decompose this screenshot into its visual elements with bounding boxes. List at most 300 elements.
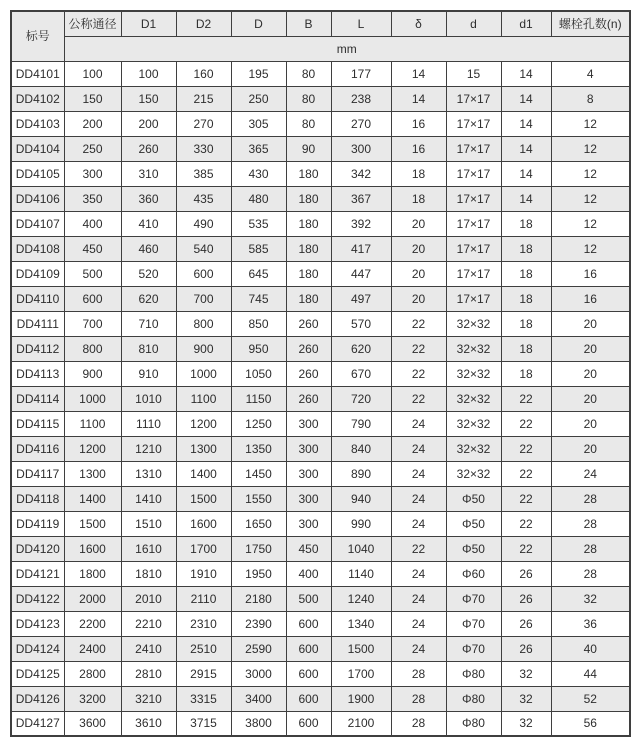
value-cell: 14 bbox=[391, 86, 446, 111]
value-cell: Φ80 bbox=[446, 661, 501, 686]
model-cell: DD4109 bbox=[11, 261, 64, 286]
value-cell: 1800 bbox=[64, 561, 121, 586]
value-cell: 32 bbox=[501, 661, 551, 686]
col-header-delta: δ bbox=[391, 11, 446, 36]
value-cell: 14 bbox=[501, 86, 551, 111]
value-cell: 100 bbox=[64, 61, 121, 86]
value-cell: 700 bbox=[64, 311, 121, 336]
value-cell: 2210 bbox=[121, 611, 176, 636]
value-cell: 180 bbox=[286, 186, 331, 211]
table-row bbox=[11, 436, 630, 461]
value-cell: 18 bbox=[501, 261, 551, 286]
value-cell: 1450 bbox=[231, 461, 286, 486]
value-cell: 177 bbox=[331, 61, 391, 86]
value-cell: 2800 bbox=[64, 661, 121, 686]
value-cell: 28 bbox=[551, 536, 630, 561]
value-cell: 1400 bbox=[64, 486, 121, 511]
model-cell: DD4113 bbox=[11, 361, 64, 386]
value-cell: 17×17 bbox=[446, 286, 501, 311]
value-cell: 1040 bbox=[331, 536, 391, 561]
value-cell: 32×32 bbox=[446, 461, 501, 486]
model-cell: DD4126 bbox=[11, 686, 64, 711]
value-cell: Φ70 bbox=[446, 611, 501, 636]
col-header-d-lower: d bbox=[446, 11, 501, 36]
model-cell: DD4127 bbox=[11, 711, 64, 736]
value-cell: 300 bbox=[331, 136, 391, 161]
value-cell: 520 bbox=[121, 261, 176, 286]
value-cell: 17×17 bbox=[446, 261, 501, 286]
value-cell: 20 bbox=[391, 211, 446, 236]
value-cell: 26 bbox=[501, 561, 551, 586]
dimension-spec-table bbox=[10, 10, 631, 737]
value-cell: 28 bbox=[391, 711, 446, 736]
value-cell: 745 bbox=[231, 286, 286, 311]
value-cell: 22 bbox=[501, 511, 551, 536]
value-cell: 16 bbox=[391, 111, 446, 136]
value-cell: 1750 bbox=[231, 536, 286, 561]
value-cell: 26 bbox=[501, 636, 551, 661]
value-cell: 18 bbox=[501, 236, 551, 261]
value-cell: 300 bbox=[64, 161, 121, 186]
table-row bbox=[11, 136, 630, 161]
value-cell: 1700 bbox=[176, 536, 231, 561]
value-cell: 1340 bbox=[331, 611, 391, 636]
table-row bbox=[11, 611, 630, 636]
value-cell: 720 bbox=[331, 386, 391, 411]
value-cell: 1140 bbox=[331, 561, 391, 586]
value-cell: 900 bbox=[176, 336, 231, 361]
value-cell: 20 bbox=[391, 286, 446, 311]
value-cell: 500 bbox=[64, 261, 121, 286]
value-cell: 3210 bbox=[121, 686, 176, 711]
value-cell: 585 bbox=[231, 236, 286, 261]
value-cell: 17×17 bbox=[446, 186, 501, 211]
value-cell: 490 bbox=[176, 211, 231, 236]
value-cell: 1240 bbox=[331, 586, 391, 611]
value-cell: 180 bbox=[286, 261, 331, 286]
value-cell: 260 bbox=[286, 361, 331, 386]
value-cell: 1810 bbox=[121, 561, 176, 586]
col-header-b: B bbox=[286, 11, 331, 36]
value-cell: 18 bbox=[501, 286, 551, 311]
value-cell: 260 bbox=[286, 386, 331, 411]
value-cell: 40 bbox=[551, 636, 630, 661]
value-cell: 22 bbox=[501, 436, 551, 461]
value-cell: 215 bbox=[176, 86, 231, 111]
value-cell: Φ50 bbox=[446, 536, 501, 561]
value-cell: 2180 bbox=[231, 586, 286, 611]
value-cell: 600 bbox=[286, 686, 331, 711]
value-cell: 24 bbox=[391, 636, 446, 661]
value-cell: 2510 bbox=[176, 636, 231, 661]
value-cell: 2110 bbox=[176, 586, 231, 611]
value-cell: 600 bbox=[286, 636, 331, 661]
value-cell: 600 bbox=[286, 661, 331, 686]
value-cell: 32 bbox=[501, 686, 551, 711]
value-cell: 3000 bbox=[231, 661, 286, 686]
value-cell: 18 bbox=[501, 311, 551, 336]
value-cell: 620 bbox=[331, 336, 391, 361]
col-header-label-number: 标号 bbox=[11, 11, 64, 61]
value-cell: 28 bbox=[551, 486, 630, 511]
value-cell: 14 bbox=[501, 186, 551, 211]
value-cell: 28 bbox=[551, 511, 630, 536]
value-cell: 12 bbox=[551, 186, 630, 211]
value-cell: 90 bbox=[286, 136, 331, 161]
value-cell: 20 bbox=[391, 236, 446, 261]
value-cell: 497 bbox=[331, 286, 391, 311]
value-cell: 1500 bbox=[64, 511, 121, 536]
value-cell: 3315 bbox=[176, 686, 231, 711]
model-cell: DD4121 bbox=[11, 561, 64, 586]
value-cell: 28 bbox=[391, 686, 446, 711]
value-cell: 840 bbox=[331, 436, 391, 461]
value-cell: 44 bbox=[551, 661, 630, 686]
value-cell: 1150 bbox=[231, 386, 286, 411]
value-cell: 2410 bbox=[121, 636, 176, 661]
value-cell: 100 bbox=[121, 61, 176, 86]
table-row bbox=[11, 386, 630, 411]
value-cell: 1250 bbox=[231, 411, 286, 436]
value-cell: 24 bbox=[391, 561, 446, 586]
value-cell: 24 bbox=[391, 436, 446, 461]
value-cell: 12 bbox=[551, 111, 630, 136]
value-cell: 4 bbox=[551, 61, 630, 86]
model-cell: DD4115 bbox=[11, 411, 64, 436]
value-cell: 1300 bbox=[176, 436, 231, 461]
value-cell: 1100 bbox=[64, 411, 121, 436]
value-cell: 200 bbox=[64, 111, 121, 136]
value-cell: 2100 bbox=[331, 711, 391, 736]
value-cell: 1910 bbox=[176, 561, 231, 586]
model-cell: DD4110 bbox=[11, 286, 64, 311]
value-cell: 24 bbox=[391, 611, 446, 636]
value-cell: 1650 bbox=[231, 511, 286, 536]
value-cell: 535 bbox=[231, 211, 286, 236]
value-cell: 18 bbox=[391, 161, 446, 186]
value-cell: 800 bbox=[176, 311, 231, 336]
value-cell: 12 bbox=[551, 211, 630, 236]
value-cell: 20 bbox=[551, 386, 630, 411]
value-cell: 3200 bbox=[64, 686, 121, 711]
value-cell: 350 bbox=[64, 186, 121, 211]
value-cell: 22 bbox=[391, 386, 446, 411]
value-cell: 24 bbox=[391, 586, 446, 611]
value-cell: 20 bbox=[391, 261, 446, 286]
value-cell: 260 bbox=[286, 336, 331, 361]
col-header-d-upper: D bbox=[231, 11, 286, 36]
value-cell: 1000 bbox=[176, 361, 231, 386]
table-header bbox=[11, 11, 630, 61]
value-cell: 17×17 bbox=[446, 161, 501, 186]
value-cell: 16 bbox=[551, 286, 630, 311]
value-cell: 28 bbox=[551, 561, 630, 586]
value-cell: 2000 bbox=[64, 586, 121, 611]
model-cell: DD4101 bbox=[11, 61, 64, 86]
value-cell: 1900 bbox=[331, 686, 391, 711]
value-cell: 670 bbox=[331, 361, 391, 386]
value-cell: 700 bbox=[176, 286, 231, 311]
value-cell: 417 bbox=[331, 236, 391, 261]
model-cell: DD4120 bbox=[11, 536, 64, 561]
value-cell: 26 bbox=[501, 586, 551, 611]
value-cell: 180 bbox=[286, 161, 331, 186]
value-cell: 28 bbox=[391, 661, 446, 686]
value-cell: 20 bbox=[551, 336, 630, 361]
header-row bbox=[11, 11, 630, 36]
value-cell: 20 bbox=[551, 436, 630, 461]
value-cell: 1200 bbox=[64, 436, 121, 461]
value-cell: 32 bbox=[551, 586, 630, 611]
value-cell: 1500 bbox=[176, 486, 231, 511]
table-row bbox=[11, 161, 630, 186]
value-cell: 80 bbox=[286, 111, 331, 136]
value-cell: 250 bbox=[231, 86, 286, 111]
col-header-d1-lower: d1 bbox=[501, 11, 551, 36]
value-cell: 260 bbox=[121, 136, 176, 161]
model-cell: DD4119 bbox=[11, 511, 64, 536]
value-cell: 400 bbox=[286, 561, 331, 586]
value-cell: 17×17 bbox=[446, 136, 501, 161]
table-row bbox=[11, 686, 630, 711]
value-cell: 435 bbox=[176, 186, 231, 211]
value-cell: 32×32 bbox=[446, 411, 501, 436]
value-cell: 480 bbox=[231, 186, 286, 211]
value-cell: 1700 bbox=[331, 661, 391, 686]
model-cell: DD4122 bbox=[11, 586, 64, 611]
value-cell: 1200 bbox=[176, 411, 231, 436]
value-cell: 12 bbox=[551, 161, 630, 186]
value-cell: 460 bbox=[121, 236, 176, 261]
value-cell: Φ50 bbox=[446, 511, 501, 536]
value-cell: 14 bbox=[501, 161, 551, 186]
value-cell: 14 bbox=[501, 136, 551, 161]
value-cell: 940 bbox=[331, 486, 391, 511]
value-cell: 710 bbox=[121, 311, 176, 336]
value-cell: 3800 bbox=[231, 711, 286, 736]
unit-row bbox=[11, 36, 630, 61]
value-cell: 2915 bbox=[176, 661, 231, 686]
value-cell: 2590 bbox=[231, 636, 286, 661]
table-row bbox=[11, 411, 630, 436]
value-cell: 32×32 bbox=[446, 311, 501, 336]
col-header-d2-upper: D2 bbox=[176, 11, 231, 36]
value-cell: 2390 bbox=[231, 611, 286, 636]
value-cell: 1600 bbox=[64, 536, 121, 561]
value-cell: 260 bbox=[286, 311, 331, 336]
value-cell: 310 bbox=[121, 161, 176, 186]
value-cell: 18 bbox=[501, 336, 551, 361]
table-row bbox=[11, 61, 630, 86]
value-cell: 950 bbox=[231, 336, 286, 361]
value-cell: Φ50 bbox=[446, 486, 501, 511]
value-cell: 32×32 bbox=[446, 336, 501, 361]
value-cell: 1100 bbox=[176, 386, 231, 411]
table-row bbox=[11, 711, 630, 736]
table-row bbox=[11, 536, 630, 561]
value-cell: 2810 bbox=[121, 661, 176, 686]
value-cell: 300 bbox=[286, 411, 331, 436]
unit-cell: mm bbox=[64, 36, 630, 61]
table-row bbox=[11, 336, 630, 361]
value-cell: 400 bbox=[64, 211, 121, 236]
value-cell: 56 bbox=[551, 711, 630, 736]
value-cell: 16 bbox=[551, 261, 630, 286]
model-cell: DD4107 bbox=[11, 211, 64, 236]
table-row bbox=[11, 486, 630, 511]
value-cell: 24 bbox=[551, 461, 630, 486]
value-cell: 22 bbox=[501, 411, 551, 436]
value-cell: 645 bbox=[231, 261, 286, 286]
table-row bbox=[11, 211, 630, 236]
value-cell: 270 bbox=[176, 111, 231, 136]
table-row bbox=[11, 461, 630, 486]
value-cell: 305 bbox=[231, 111, 286, 136]
value-cell: 300 bbox=[286, 511, 331, 536]
value-cell: 20 bbox=[551, 361, 630, 386]
value-cell: 1510 bbox=[121, 511, 176, 536]
value-cell: 270 bbox=[331, 111, 391, 136]
value-cell: 600 bbox=[64, 286, 121, 311]
value-cell: 18 bbox=[501, 211, 551, 236]
value-cell: 3715 bbox=[176, 711, 231, 736]
value-cell: 392 bbox=[331, 211, 391, 236]
value-cell: 250 bbox=[64, 136, 121, 161]
value-cell: 22 bbox=[391, 536, 446, 561]
value-cell: 24 bbox=[391, 461, 446, 486]
value-cell: 20 bbox=[551, 311, 630, 336]
value-cell: 32×32 bbox=[446, 436, 501, 461]
value-cell: 2310 bbox=[176, 611, 231, 636]
value-cell: 330 bbox=[176, 136, 231, 161]
table-row bbox=[11, 636, 630, 661]
value-cell: 1210 bbox=[121, 436, 176, 461]
value-cell: 22 bbox=[391, 361, 446, 386]
value-cell: 1550 bbox=[231, 486, 286, 511]
value-cell: 1010 bbox=[121, 386, 176, 411]
table-row bbox=[11, 236, 630, 261]
model-cell: DD4111 bbox=[11, 311, 64, 336]
value-cell: 450 bbox=[64, 236, 121, 261]
value-cell: 24 bbox=[391, 486, 446, 511]
value-cell: 430 bbox=[231, 161, 286, 186]
value-cell: 22 bbox=[501, 536, 551, 561]
value-cell: 22 bbox=[501, 386, 551, 411]
value-cell: 365 bbox=[231, 136, 286, 161]
model-cell: DD4124 bbox=[11, 636, 64, 661]
value-cell: 200 bbox=[121, 111, 176, 136]
table-row bbox=[11, 261, 630, 286]
value-cell: 1050 bbox=[231, 361, 286, 386]
value-cell: 447 bbox=[331, 261, 391, 286]
value-cell: 1410 bbox=[121, 486, 176, 511]
value-cell: 22 bbox=[391, 336, 446, 361]
value-cell: 12 bbox=[551, 236, 630, 261]
value-cell: 24 bbox=[391, 511, 446, 536]
value-cell: 17×17 bbox=[446, 236, 501, 261]
value-cell: 570 bbox=[331, 311, 391, 336]
value-cell: 80 bbox=[286, 61, 331, 86]
value-cell: 8 bbox=[551, 86, 630, 111]
value-cell: 17×17 bbox=[446, 86, 501, 111]
value-cell: 367 bbox=[331, 186, 391, 211]
value-cell: 1000 bbox=[64, 386, 121, 411]
value-cell: 600 bbox=[176, 261, 231, 286]
value-cell: 1350 bbox=[231, 436, 286, 461]
table-row bbox=[11, 511, 630, 536]
value-cell: 600 bbox=[286, 711, 331, 736]
value-cell: 15 bbox=[446, 61, 501, 86]
value-cell: 1950 bbox=[231, 561, 286, 586]
value-cell: 32 bbox=[501, 711, 551, 736]
table-row bbox=[11, 286, 630, 311]
col-header-d1-upper: D1 bbox=[121, 11, 176, 36]
value-cell: 2200 bbox=[64, 611, 121, 636]
value-cell: 910 bbox=[121, 361, 176, 386]
value-cell: 150 bbox=[64, 86, 121, 111]
value-cell: 26 bbox=[501, 611, 551, 636]
value-cell: 1500 bbox=[331, 636, 391, 661]
col-header-bolt-holes: 螺栓孔数(n) bbox=[551, 11, 630, 36]
value-cell: 14 bbox=[391, 61, 446, 86]
value-cell: 3600 bbox=[64, 711, 121, 736]
value-cell: 900 bbox=[64, 361, 121, 386]
value-cell: 890 bbox=[331, 461, 391, 486]
value-cell: 620 bbox=[121, 286, 176, 311]
model-cell: DD4104 bbox=[11, 136, 64, 161]
value-cell: 24 bbox=[391, 411, 446, 436]
table-row bbox=[11, 111, 630, 136]
value-cell: 600 bbox=[286, 611, 331, 636]
table-row bbox=[11, 311, 630, 336]
table-row bbox=[11, 661, 630, 686]
value-cell: 1610 bbox=[121, 536, 176, 561]
value-cell: 17×17 bbox=[446, 111, 501, 136]
model-cell: DD4103 bbox=[11, 111, 64, 136]
value-cell: 990 bbox=[331, 511, 391, 536]
value-cell: Φ70 bbox=[446, 586, 501, 611]
value-cell: 3400 bbox=[231, 686, 286, 711]
value-cell: 500 bbox=[286, 586, 331, 611]
value-cell: 32×32 bbox=[446, 361, 501, 386]
value-cell: 360 bbox=[121, 186, 176, 211]
value-cell: 160 bbox=[176, 61, 231, 86]
value-cell: 300 bbox=[286, 486, 331, 511]
value-cell: 300 bbox=[286, 461, 331, 486]
value-cell: 1110 bbox=[121, 411, 176, 436]
model-cell: DD4108 bbox=[11, 236, 64, 261]
col-header-nominal-diameter: 公称通径 bbox=[64, 11, 121, 36]
value-cell: 3610 bbox=[121, 711, 176, 736]
value-cell: 14 bbox=[501, 111, 551, 136]
value-cell: Φ80 bbox=[446, 711, 501, 736]
value-cell: 36 bbox=[551, 611, 630, 636]
value-cell: Φ80 bbox=[446, 686, 501, 711]
model-cell: DD4117 bbox=[11, 461, 64, 486]
value-cell: 22 bbox=[501, 486, 551, 511]
model-cell: DD4105 bbox=[11, 161, 64, 186]
value-cell: 18 bbox=[501, 361, 551, 386]
value-cell: 12 bbox=[551, 136, 630, 161]
value-cell: 52 bbox=[551, 686, 630, 711]
model-cell: DD4116 bbox=[11, 436, 64, 461]
value-cell: Φ70 bbox=[446, 636, 501, 661]
model-cell: DD4123 bbox=[11, 611, 64, 636]
model-cell: DD4118 bbox=[11, 486, 64, 511]
value-cell: 540 bbox=[176, 236, 231, 261]
table-body bbox=[11, 61, 630, 736]
table-row bbox=[11, 586, 630, 611]
